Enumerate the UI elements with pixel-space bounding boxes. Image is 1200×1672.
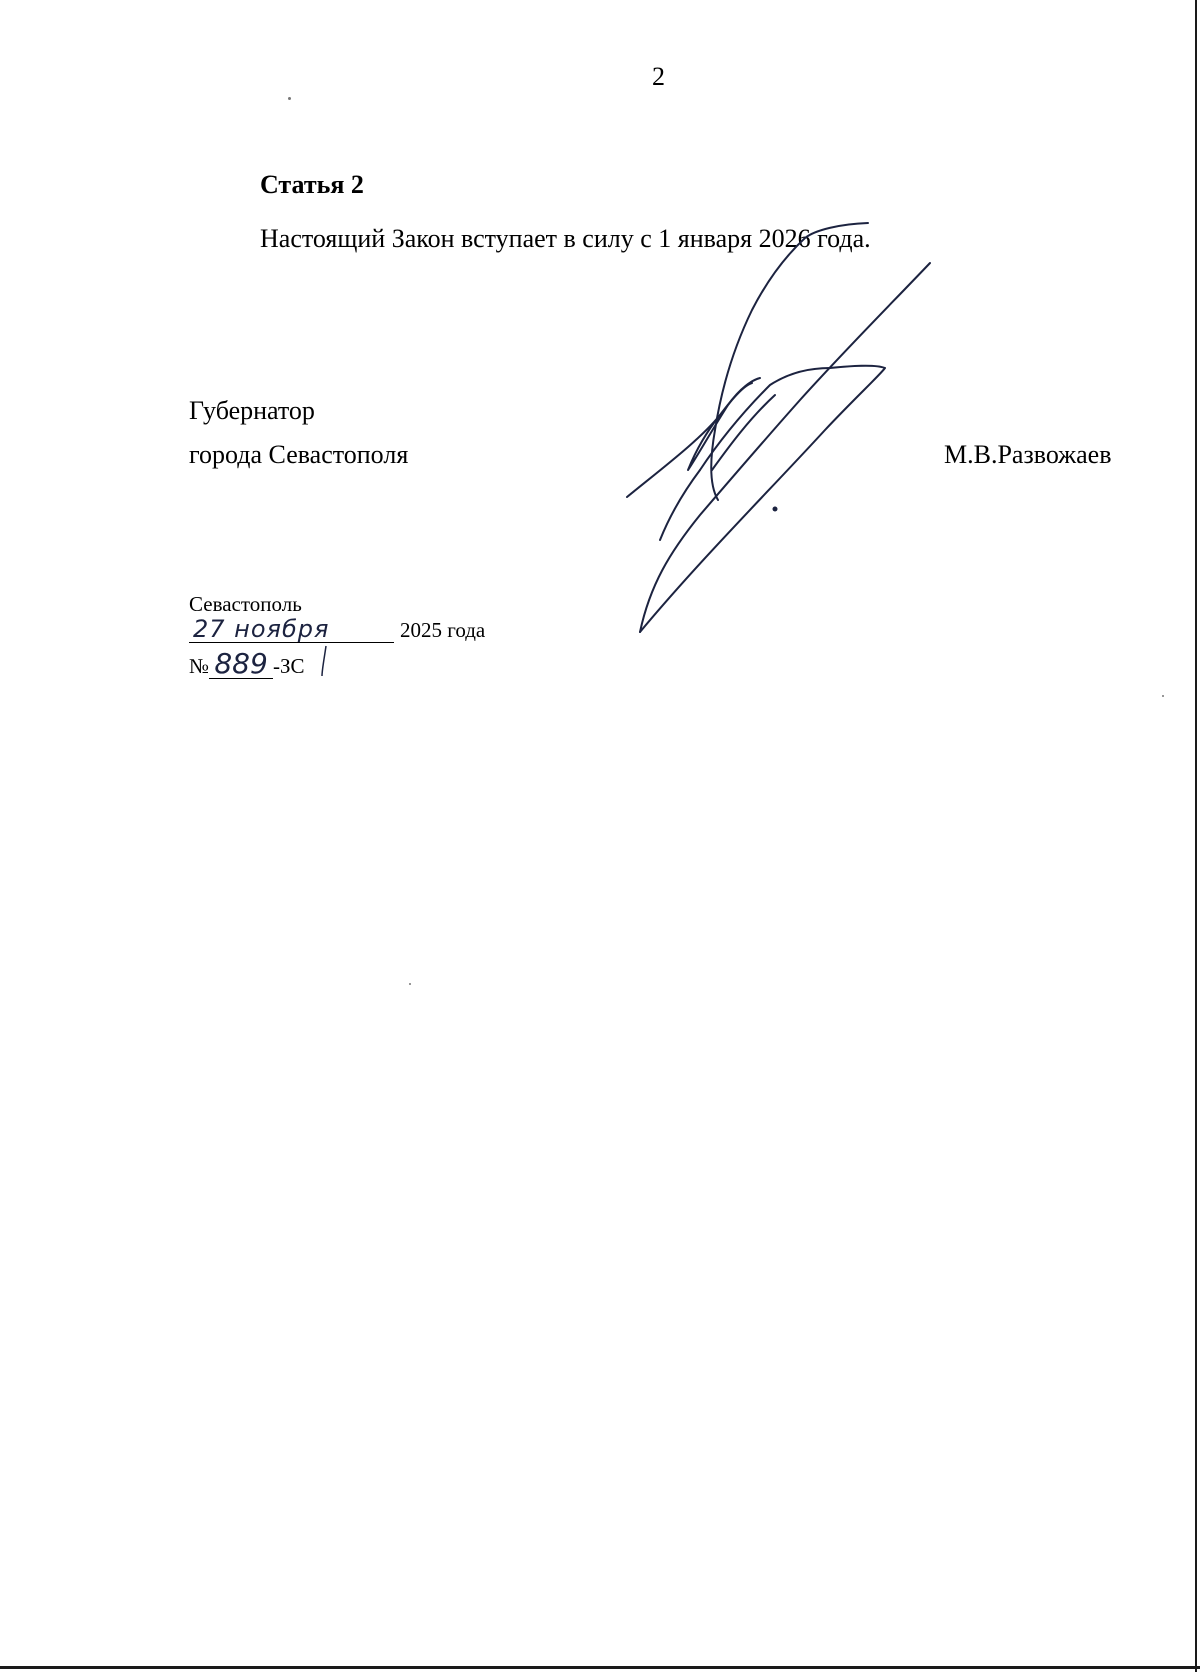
signatory-title-line1: Губернатор bbox=[189, 396, 315, 425]
signatory-name: М.В.Развожаев bbox=[944, 440, 1112, 469]
handwritten-date: 27 ноября bbox=[189, 616, 394, 643]
scan-speck bbox=[409, 983, 411, 985]
scan-edge-right bbox=[1195, 0, 1197, 1672]
issuance-number bbox=[189, 647, 305, 680]
scan-speck bbox=[1162, 695, 1164, 697]
signatory-title-line2: города Севастополя bbox=[189, 440, 409, 469]
scan-speck bbox=[288, 97, 291, 100]
number-suffix: -ЗС bbox=[273, 654, 305, 678]
article-text: Настоящий Закон вступает в силу с 1 января 2026 года. bbox=[260, 224, 871, 253]
issuance-year: 2025 года bbox=[400, 618, 486, 642]
issuance-date bbox=[189, 616, 485, 644]
scan-edge-bottom bbox=[0, 1666, 1200, 1669]
number-sign: № bbox=[189, 654, 210, 678]
handwritten-number: 889 bbox=[209, 650, 273, 679]
article-heading: Статья 2 bbox=[260, 170, 364, 199]
page-number: 2 bbox=[652, 62, 665, 91]
issuance-place: Севастополь bbox=[189, 592, 302, 616]
